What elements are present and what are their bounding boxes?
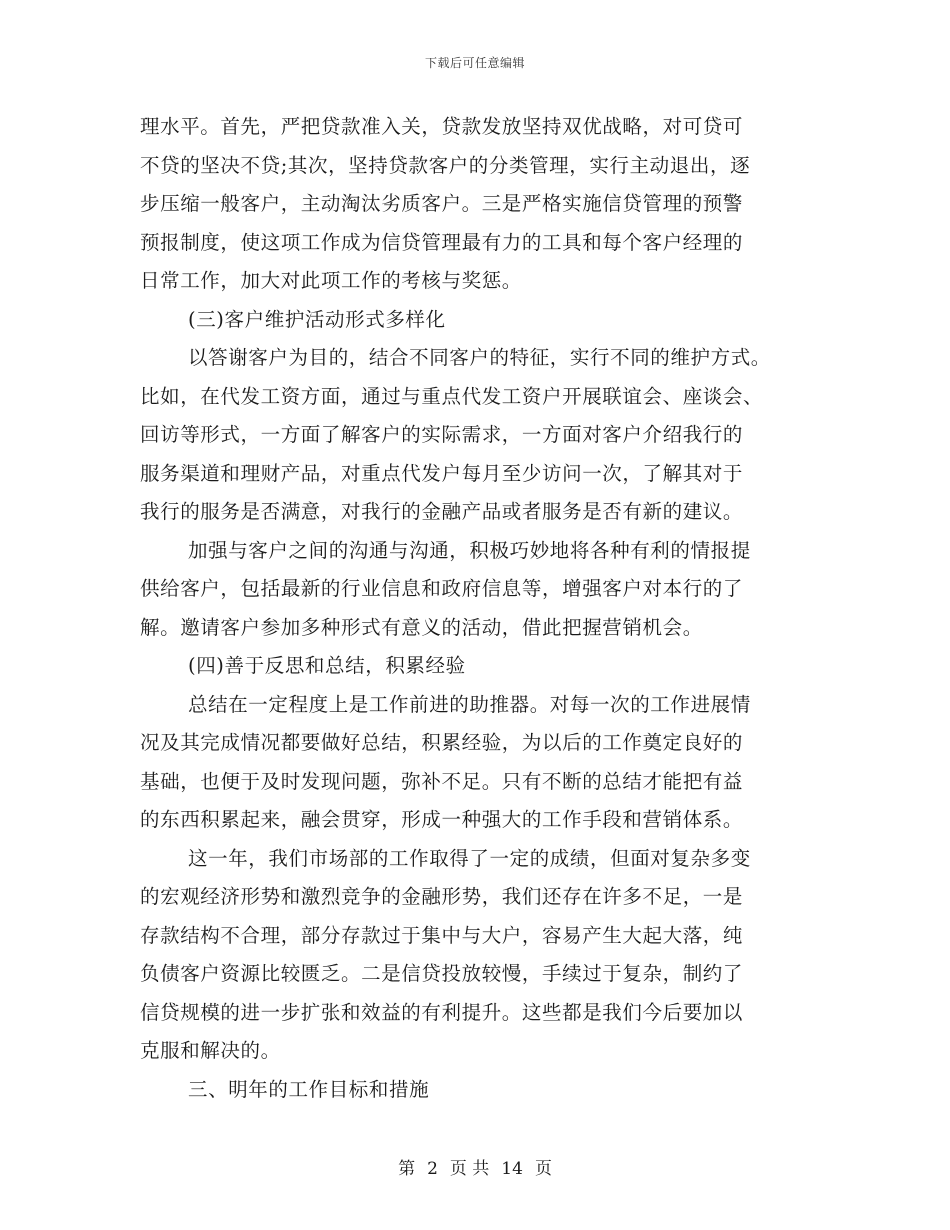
text-line: (四)善于反思和总结，积累经验 [188,654,466,677]
text-line: 加强与客户之间的沟通与沟通，积极巧妙地将各种有利的情报提 [188,538,751,562]
footer-middle: 页 共 [449,1159,490,1179]
page-header: 下载后可任意编辑 [424,56,525,70]
footer-suffix: 页 [534,1159,552,1179]
text-line: 三、明年的工作目标和措施 [188,1077,430,1101]
footer-current-page: 2 [427,1159,438,1179]
text-line: 比如，在代发工资方面，通过与重点代发工资户开展联谊会、座谈会、 [140,384,764,408]
text-line: 供给客户，包括最新的行业信息和政府信息等，增强客户对本行的了 [140,577,744,600]
text-line: 的宏观经济形势和激烈竞争的金融形势，我们还存在许多不足，一是 [140,885,744,908]
text-line: 信贷规模的进一步扩张和效益的有利提升。这些都是我们今后要加以 [140,1000,744,1024]
text-line: 的东西积累起来，融会贯穿，形成一种强大的工作手段和营销体系。 [140,808,744,831]
text-line: 步压缩一般客户，主动淘汰劣质客户。三是严格实施信贷管理的预警 [140,192,744,215]
text-line: (三)客户维护活动形式多样化 [188,307,446,331]
text-line: 以答谢客户为目的，结合不同客户的特征，实行不同的维护方式。 [188,346,771,369]
text-line: 解。邀请客户参加多种形式有意义的活动，借此把握营销机会。 [140,615,703,639]
text-line: 我行的服务是否满意，对我行的金融产品或者服务是否有新的建议。 [140,500,744,523]
text-line: 服务渠道和理财产品，对重点代发户每月至少访问一次，了解其对于 [140,461,744,485]
text-line: 不贷的坚决不贷;其次，坚持贷款客户的分类管理，实行主动退出，逐 [140,153,751,177]
text-line: 况及其完成情况都要做好总结，积累经验，为以后的工作奠定良好的 [140,731,744,754]
footer-prefix: 第 [398,1159,416,1179]
text-line: 预报制度，使这项工作成为信贷管理最有力的工具和每个客户经理的 [140,230,744,254]
text-line: 克服和解决的。 [140,1039,281,1062]
text-line: 负债客户资源比较匮乏。二是信贷投放较慢，手续过于复杂，制约了 [140,962,744,985]
text-line: 回访等形式，一方面了解客户的实际需求，一方面对客户介绍我行的 [140,423,744,446]
text-line: 基础，也便于及时发现问题，弥补不足。只有不断的总结才能把有益 [140,769,744,793]
text-line: 理水平。首先，严把贷款准入关，贷款发放坚持双优战略，对可贷可 [140,115,744,138]
text-line: 日常工作，加大对此项工作的考核与奖惩。 [140,269,522,292]
text-line: 总结在一定程度上是工作前进的助推器。对每一次的工作进展情 [188,692,751,716]
text-line: 存款结构不合理，部分存款过于集中与大户，容易产生大起大落，纯 [140,923,744,947]
document-body [140,108,812,1109]
text-line: 这一年，我们市场部的工作取得了一定的成绩，但面对复杂多变 [188,846,751,870]
footer-total-pages: 14 [501,1159,523,1179]
page-footer [0,1154,950,1179]
